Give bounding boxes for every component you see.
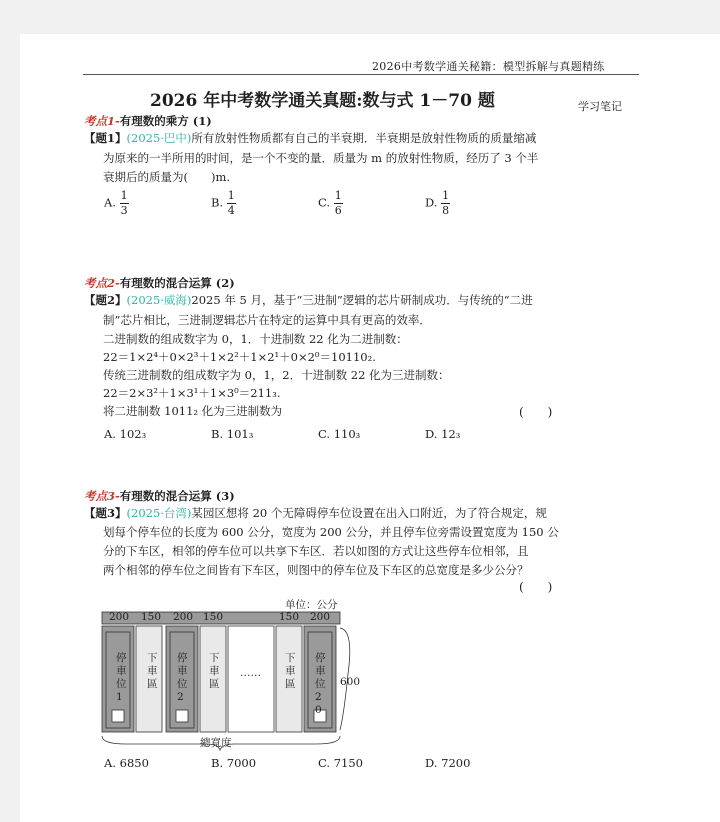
option-c[interactable]: C. 7150 <box>318 756 363 770</box>
answer-blank: ( ) <box>519 405 553 419</box>
fraction: $\frac{1}{6}$ <box>334 189 342 217</box>
topic-text: 有理数的乘方 (1) <box>119 114 212 128</box>
option-c[interactable]: C. $\frac{1}{6}$ <box>318 189 342 217</box>
option-b[interactable]: B. 7000 <box>211 756 257 770</box>
dim-label: 150 <box>141 611 162 623</box>
stall-label: 停車位20 <box>315 652 326 716</box>
question-2-line-7: 将二进制数 1011₂ 化为三进制数为 <box>103 404 283 418</box>
header-rule <box>83 74 639 75</box>
option-d[interactable]: D. 12₃ <box>425 427 461 441</box>
dropoff-label: 下車區 <box>209 652 220 690</box>
stall-label: 停車位1 <box>116 652 127 703</box>
answer-blank: ( ) <box>519 580 553 594</box>
question-3-line-2: 划每个停车位的长度为 600 公分，宽度为 200 公分，并且停车位旁需设置宽度为 150 公 <box>103 525 559 539</box>
height-label: 600 <box>340 676 361 688</box>
question-2-line-5: 传统三进制数的组成数字为 0，1，2．十进制数 22 化为三进制数： <box>103 368 450 382</box>
option-c[interactable]: C. 110₃ <box>318 427 361 441</box>
dim-label: 200 <box>109 611 130 623</box>
question-source: (2025·巴中) <box>126 131 192 145</box>
topic-heading-2: 考点2-有理数的混合运算 (2) <box>84 276 235 290</box>
fraction: $\frac{1}{8}$ <box>442 189 450 217</box>
book-title: 2026中考数学通关秘籍：模型拆解与真题精练 <box>372 60 605 73</box>
option-a[interactable]: A. 6850 <box>104 756 149 770</box>
dim-label: 150 <box>279 611 300 623</box>
option-d[interactable]: D. 7200 <box>425 756 471 770</box>
question-2-line-4: 22＝1×2⁴＋0×2³＋1×2²＋1×2¹＋0×2⁰＝10110₂. <box>103 350 376 364</box>
question-2-line-2: 制”芯片相比，三进制逻辑芯片在特定的运算中具有更高的效率． <box>103 313 431 327</box>
option-a[interactable]: A. $\frac{1}{3}$ <box>104 189 128 217</box>
dim-label: 150 <box>203 611 224 623</box>
question-2-line-3: 二进制数的组成数字为 0，1．十进制数 22 化为二进制数： <box>103 332 408 346</box>
dropoff-label: 下車區 <box>147 652 158 690</box>
option-d[interactable]: D. $\frac{1}{8}$ <box>425 189 450 217</box>
topic-heading-3: 考点3-有理数的混合运算 (3) <box>84 489 235 503</box>
question-1-line-2: 为原来的一半所用的时间，是一个不变的量．质量为 m 的放射性物质，经历了 3 个半 <box>103 151 539 165</box>
question-1-line-3: 衰期后的质量为( )m. <box>103 170 231 184</box>
side-note: 学习笔记 <box>578 100 622 113</box>
wheelchair-sign <box>176 710 188 722</box>
option-b[interactable]: B. 101₃ <box>211 427 254 441</box>
question-3-line-4: 两个相邻的停车位之间皆有下车区，则图中的停车位及下车区的总宽度是多少公分？ <box>103 563 529 577</box>
dim-label: 200 <box>310 611 331 623</box>
question-number: 【题1】 <box>84 131 127 145</box>
fraction: $\frac{1}{4}$ <box>227 189 235 217</box>
option-b[interactable]: B. $\frac{1}{4}$ <box>211 189 235 217</box>
page-title: 2026 年中考数学通关真题:数与式 1－70 题 <box>150 91 495 111</box>
topic-tag: 考点1- <box>84 114 120 128</box>
question-1-line-1: 【题1】(2025·巴中)所有放射性物质都有自己的半衰期．半衰期是放射性物质的质量缩减 <box>84 131 537 145</box>
fraction: $\frac{1}{3}$ <box>120 189 128 217</box>
ellipsis: …… <box>240 667 261 679</box>
question-2-line-6: 22＝2×3²＋1×3¹＋1×3⁰＝211₃. <box>103 386 281 400</box>
question-3-line-3: 分的下车区，相邻的停车位可以共享下车区．若以如图的方式让这些停车位相邻，且 <box>103 544 529 558</box>
gap-area <box>228 626 274 732</box>
topic-heading-1 <box>84 113 212 129</box>
stall-label: 停車位2 <box>177 652 188 703</box>
question-3-line-1: 【题3】(2025·台湾)某园区想将 20 个无障碍停车位设置在出入口附近，为了符合规定，规 <box>84 506 547 520</box>
dim-label: 200 <box>173 611 194 623</box>
option-a[interactable]: A. 102₃ <box>104 427 147 441</box>
question-2-line-1: 【题2】(2025·威海)2025 年 5 月，基于“三进制”逻辑的芯片研制成功．与传统的“二进 <box>84 293 533 307</box>
total-width-label: 總寬度 <box>200 737 232 749</box>
dropoff-label: 下車區 <box>285 652 296 690</box>
figure-unit-label: 单位：公分 <box>285 599 338 611</box>
wheelchair-sign <box>112 710 124 722</box>
